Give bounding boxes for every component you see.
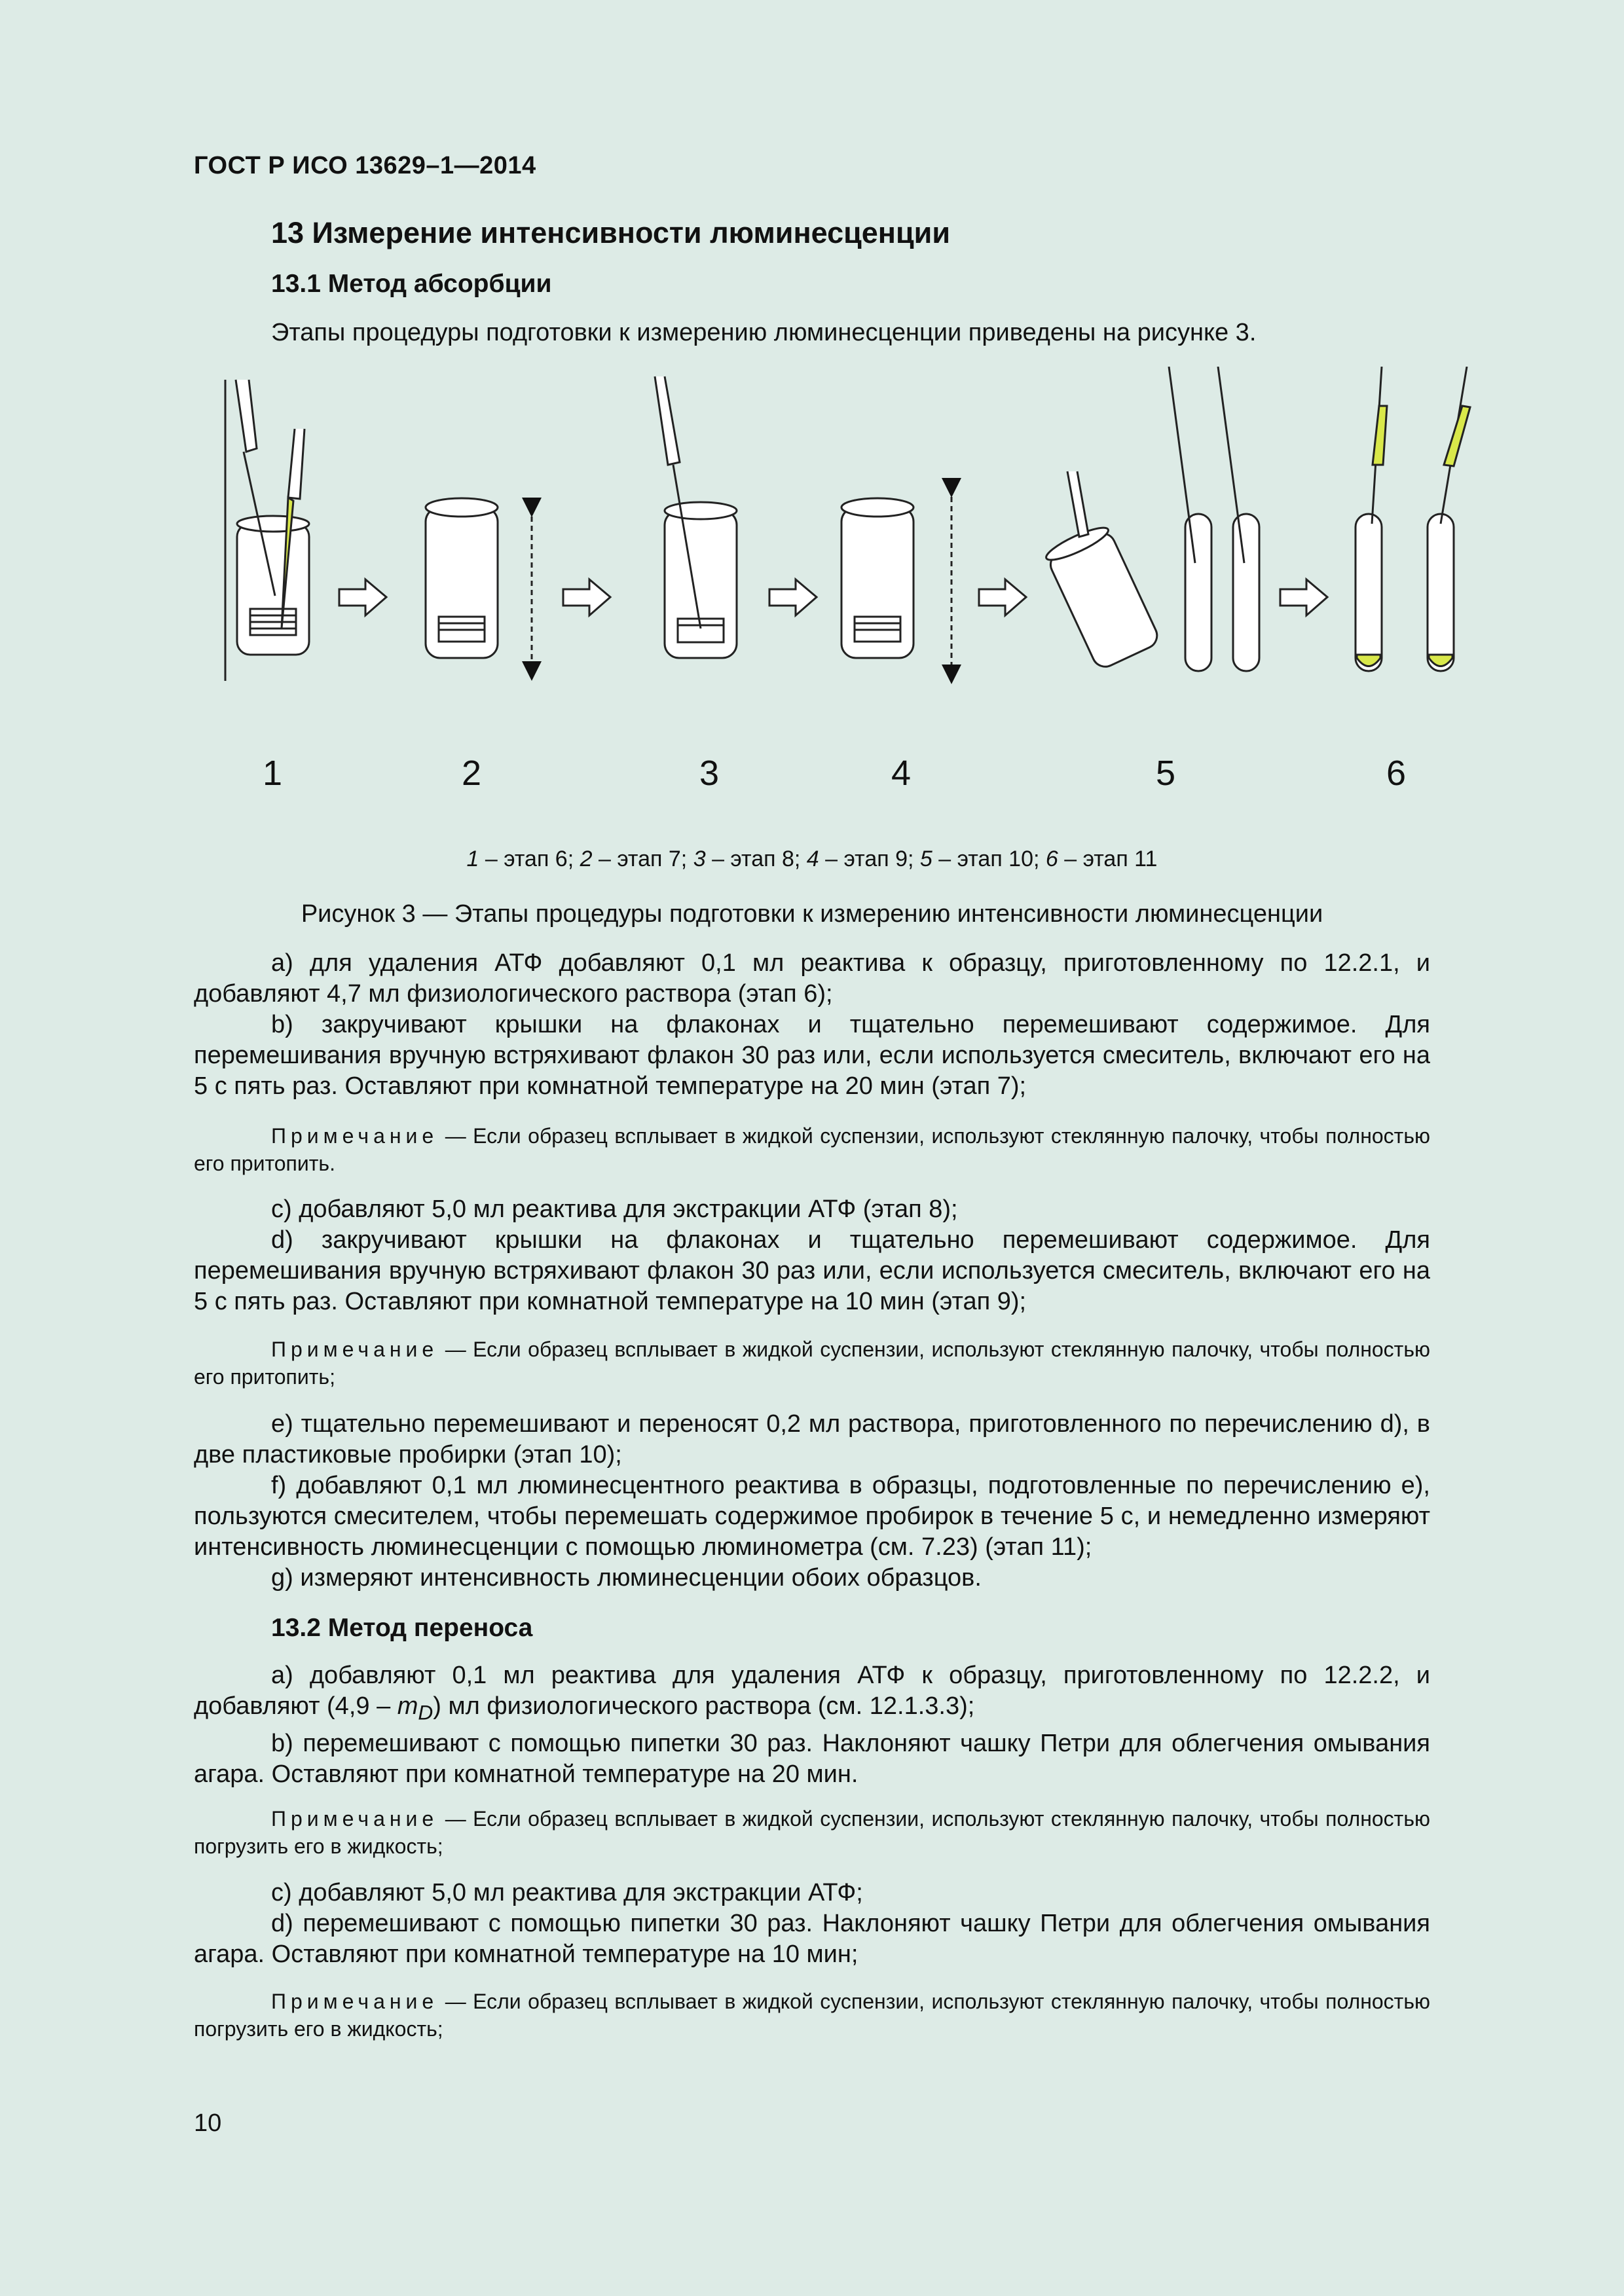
transfer-steps-2	[194, 1878, 1430, 1970]
transfer-step-b: b) перемешивают с помощью пипетки 30 раз. Наклоняют чашку Петри для облегчения омывания агара. Оставляют при комнатной температуре на 20 мин.	[194, 1729, 1430, 1788]
legend-text: – этап 11	[1058, 847, 1158, 871]
step-a-text: a) добавляют 0,1 мл реактива для удаления АТФ к образцу, приготовленному по 12.2.2, и добавляют (4,9 –	[194, 1662, 1430, 1720]
absorption-steps-2	[194, 1194, 1430, 1317]
step-number-2: 2	[461, 754, 482, 793]
note-label: Примечание	[271, 1990, 439, 2013]
note-label: Примечание	[271, 1338, 439, 1361]
step-number-1: 1	[262, 754, 283, 793]
step-number-4: 4	[891, 754, 912, 793]
step-d: d) закручивают крышки на флаконах и тщательно перемешивают содержимое. Для перемешивания вручную встряхивают флакон 30 раз или, если используется смеситель, включают его на 5 с пять раз. Оставляют при комнатной температуре на 10 мин (этап 9);	[194, 1226, 1430, 1315]
absorption-steps-3	[194, 1409, 1430, 1594]
subsection-title: 13.1 Метод абсорбции	[271, 270, 552, 298]
absorption-steps-1	[194, 948, 1430, 1102]
step2-illustration	[426, 498, 532, 671]
note-3	[194, 1805, 1430, 1860]
note-4	[194, 1988, 1430, 2043]
step-number-5: 5	[1155, 754, 1176, 793]
note-text: — Если образец всплывает в жидкой суспензии, используют стеклянную палочку, чтобы полностью погрузить его в жидкость;	[194, 1990, 1431, 2041]
step1-illustration	[225, 380, 309, 681]
legend-text: – этап 8;	[705, 847, 801, 871]
note-text: — Если образец всплывает в жидкой суспензии, используют стеклянную палочку, чтобы полностью его притопить.	[194, 1124, 1431, 1175]
note-text: — Если образец всплывает в жидкой суспензии, используют стеклянную палочку, чтобы полностью погрузить его в жидкость;	[194, 1807, 1431, 1858]
legend-text: – этап 10;	[932, 847, 1040, 871]
note-2	[194, 1336, 1430, 1391]
note-text: — Если образец всплывает в жидкой суспензии, используют стеклянную палочку, чтобы полностью его притопить;	[194, 1338, 1431, 1389]
legend-text: – этап 9;	[819, 847, 914, 871]
step-a: a) для удаления АТФ добавляют 0,1 мл реактива к образцу, приготовленному по 12.2.1, и добавляют 4,7 мл физиологического раствора (этап 6);	[194, 949, 1430, 1008]
legend-text: – этап 6;	[479, 847, 574, 871]
step-number-6: 6	[1386, 754, 1407, 793]
document-header: ГОСТ Р ИСО 13629–1—2014	[194, 152, 536, 179]
transfer-step-d: d) перемешивают с помощью пипетки 30 раз. Наклоняют чашку Петри для облегчения омывания агара. Оставляют при комнатной температуре на 10 мин;	[194, 1910, 1430, 1968]
step-b: b) закручивают крышки на флаконах и тщательно перемешивают содержимое. Для перемешивания вручную встряхивают флакон 30 раз или, если используется смеситель, включают его на 5 с пять раз. Оставляют при комнатной температуре на 20 мин (этап 7);	[194, 1011, 1430, 1100]
procedure-figure	[196, 367, 1493, 707]
step-g: g) измеряют интенсивность люминесценции обоих образцов.	[271, 1564, 982, 1592]
step-e: e) тщательно перемешивают и переносят 0,2 мл раствора, приготовленного по перечислению d), в две пластиковые пробирки (этап 10);	[194, 1410, 1430, 1468]
legend-num: 3	[693, 847, 706, 871]
step3-illustration	[655, 376, 737, 658]
legend-num: 5	[919, 847, 932, 871]
note-1	[194, 1122, 1430, 1177]
legend-text: – этап 7;	[592, 847, 688, 871]
legend-num: 6	[1045, 847, 1058, 871]
subsection-title-transfer: 13.2 Метод переноса	[271, 1614, 533, 1642]
step-a-text-end: ) мл физиологического раствора (см. 12.1.3.3);	[433, 1692, 975, 1720]
step6-illustration	[1356, 367, 1470, 671]
transfer-step-a	[194, 1660, 1430, 1728]
md-symbol: m	[397, 1692, 418, 1720]
section-title: 13 Измерение интенсивности люминесценции	[271, 216, 950, 249]
md-subscript: D	[418, 1700, 434, 1724]
step-f: f) добавляют 0,1 мл люминесцентного реактива в образцы, подготовленные по перечислению e), пользуются смесителем, чтобы перемешать содержимое пробирок в течение 5 с, и немедленно измеряют интенсивность люминесценции с помощью люминометра (см. 7.23) (этап 11);	[194, 1472, 1430, 1561]
legend-num: 4	[806, 847, 819, 871]
intro-text: Этапы процедуры подготовки к измерению люминесценции приведены на рисунке 3.	[271, 319, 1257, 346]
step4-illustration	[841, 488, 951, 674]
figure-legend	[0, 847, 1624, 872]
step5-illustration	[1043, 367, 1259, 671]
note-label: Примечание	[271, 1124, 439, 1148]
step-number-3: 3	[699, 754, 720, 793]
note-label: Примечание	[271, 1807, 439, 1831]
legend-num: 1	[466, 847, 479, 871]
page-number: 10	[194, 2109, 222, 2137]
figure-caption: Рисунок 3 — Этапы процедуры подготовки к измерению интенсивности люминесценции	[301, 900, 1323, 928]
transfer-step-c: c) добавляют 5,0 мл реактива для экстракции АТФ;	[271, 1879, 863, 1906]
legend-num: 2	[580, 847, 593, 871]
step-c: c) добавляют 5,0 мл реактива для экстракции АТФ (этап 8);	[271, 1195, 958, 1223]
transfer-steps-1	[194, 1660, 1430, 1790]
